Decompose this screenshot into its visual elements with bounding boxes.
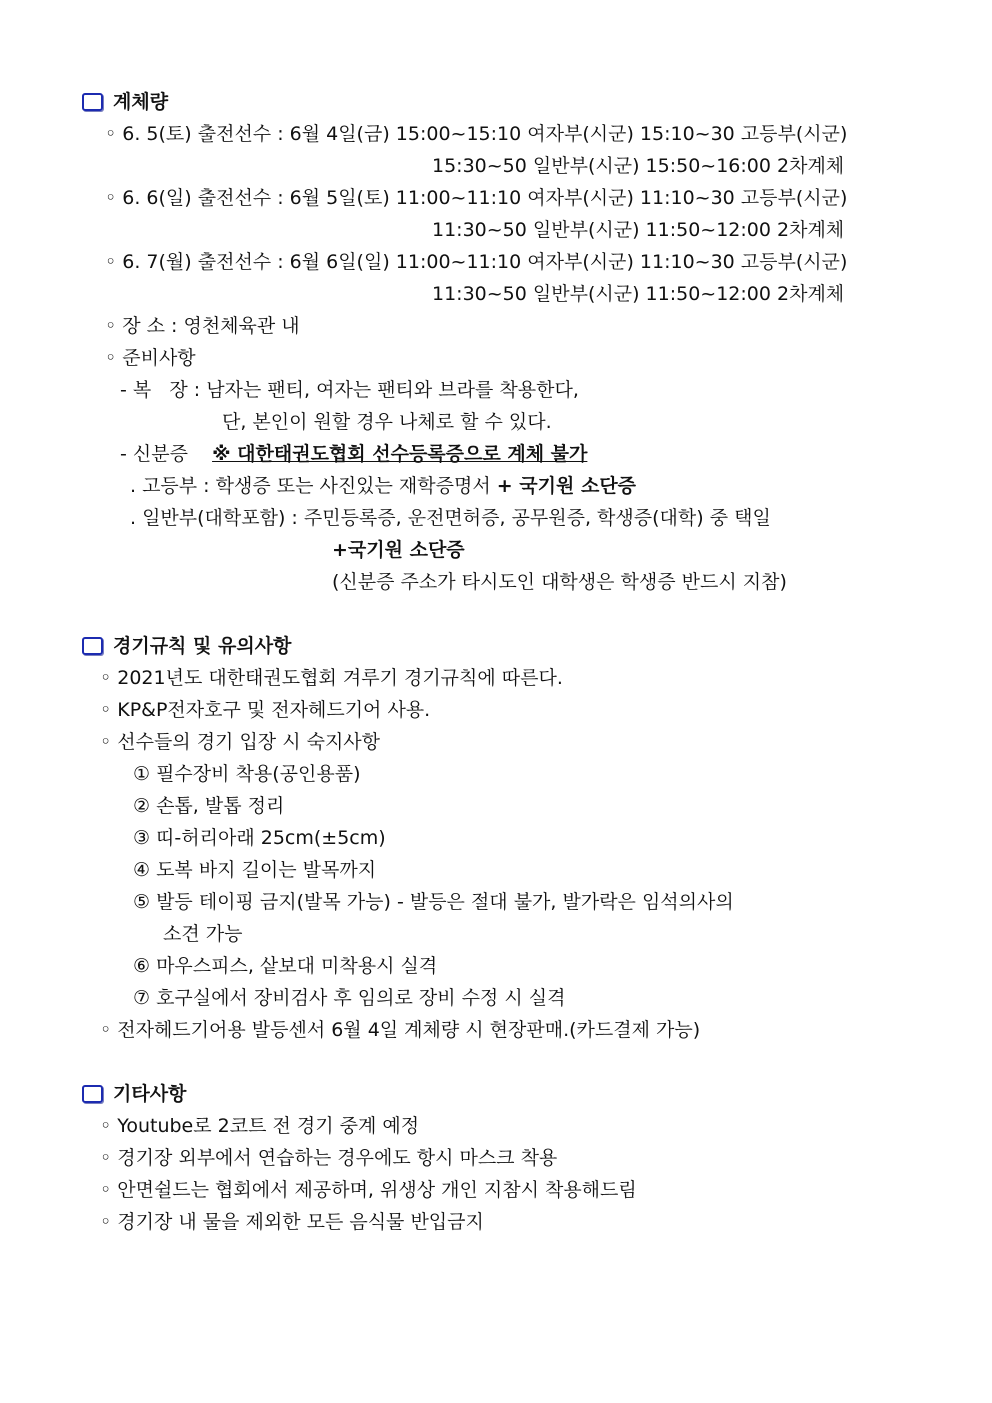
time-slot: 11:00~11:10 여자부(시군) 11:10~30 고등부(시군) [395, 187, 848, 209]
list-item: ◦ 전자헤드기어용 발등센서 6월 4일 계체량 시 현장판매.(카드결제 가능) [100, 1019, 701, 1041]
checkbox-icon [82, 637, 103, 655]
id-notice: ※ 대한태권도협회 선수등록증으로 계체 불가 [212, 443, 588, 465]
schedule-row: ◦ 6. 6(일) 출전선수 : 6월 5일(토) 11:00~11:10 여자부(시군) 11:10~30 고등부(시군) [105, 187, 848, 209]
list-item: ◦ 경기장 외부에서 연습하는 경우에도 항시 마스크 착용 [100, 1147, 558, 1169]
checkbox-icon [82, 93, 103, 111]
numbered-item: ⑥ 마우스피스, 샅보대 미착용시 실격 [133, 955, 438, 977]
section-header-etc [82, 1081, 186, 1107]
numbered-item: ⑤ 발등 테이핑 금지(발목 가능) - 발등은 절대 불가, 발가락은 임석의사의 [133, 891, 734, 913]
match-day: 6. 6(일) 출전선수 : 6월 5일(토) [122, 187, 390, 209]
numbered-item: ② 손톱, 발톱 정리 [133, 795, 285, 817]
time-slot-continued: 11:30~50 일반부(시군) 11:50~12:00 2차계체 [432, 283, 845, 305]
list-item: ◦ Youtube로 2코트 전 경기 중계 예정 [100, 1115, 420, 1137]
numbered-item: ③ 띠-허리아래 25cm(±5cm) [133, 827, 386, 849]
numbered-item: ⑦ 호구실에서 장비검사 후 임의로 장비 수정 시 실격 [133, 987, 566, 1009]
list-item: ◦ 2021년도 대한태권도협회 겨루기 경기규칙에 따른다. [100, 667, 563, 689]
match-day: 6. 7(월) 출전선수 : 6월 6일(일) [122, 251, 390, 273]
section-header-rules [82, 633, 291, 659]
id-line [120, 441, 587, 467]
numbered-item: ④ 도복 바지 길이는 발목까지 [133, 859, 377, 881]
numbered-item: ① 필수장비 착용(공인용품) [133, 763, 361, 785]
time-slot-continued: 11:30~50 일반부(시군) 11:50~12:00 2차계체 [432, 219, 845, 241]
checkbox-icon [82, 1085, 103, 1103]
venue-line: ◦ 장 소 : 영천체육관 내 [105, 315, 300, 337]
list-item: ◦ KP&P전자호구 및 전자헤드기어 사용. [100, 699, 431, 721]
section-title: 기타사항 [113, 1083, 187, 1105]
list-item: ◦ 경기장 내 물을 제외한 모든 음식물 반입금지 [100, 1211, 484, 1233]
section-title: 경기규칙 및 유의사항 [113, 635, 292, 657]
list-item: ◦ 안면쉴드는 협회에서 제공하며, 위생상 개인 지참시 착용해드림 [100, 1179, 637, 1201]
general-id-line: . 일반부(대학포함) : 주민등록증, 운전면허증, 공무원증, 학생증(대학) 중 택일 [130, 507, 771, 529]
time-slot: 15:00~15:10 여자부(시군) 15:10~30 고등부(시군) [395, 123, 848, 145]
numbered-item-continued: 소견 가능 [163, 923, 243, 945]
preparation-title: ◦ 준비사항 [105, 347, 196, 369]
high-school-id-line: . 고등부 : 학생증 또는 사진있는 재학증명서 + 국기원 소단증 [130, 475, 637, 497]
schedule-row: ◦ 6. 5(토) 출전선수 : 6월 4일(금) 15:00~15:10 여자부(시군) 15:10~30 고등부(시군) [105, 123, 848, 145]
general-id-note: (신분증 주소가 타시도인 대학생은 학생증 반드시 지참) [332, 571, 787, 593]
attire-line: - 복 장 : 남자는 팬티, 여자는 팬티와 브라를 착용한다, [120, 379, 579, 401]
list-item: ◦ 선수들의 경기 입장 시 숙지사항 [100, 731, 381, 753]
general-id-bold: +국기원 소단증 [332, 539, 465, 561]
attire-line-continued: 단, 본인이 원할 경우 나체로 할 수 있다. [222, 411, 552, 433]
id-label: - 신분증 [120, 443, 188, 465]
match-day: 6. 5(토) 출전선수 : 6월 4일(금) [122, 123, 390, 145]
kukkiwon-dan-certificate: + 국기원 소단증 [496, 475, 637, 497]
schedule-row: ◦ 6. 7(월) 출전선수 : 6월 6일(일) 11:00~11:10 여자부(시군) 11:10~30 고등부(시군) [105, 251, 848, 273]
section-title: 계체량 [113, 91, 169, 113]
section-header-weigh-in [82, 89, 168, 115]
time-slot-continued: 15:30~50 일반부(시군) 15:50~16:00 2차계체 [432, 155, 845, 177]
time-slot: 11:00~11:10 여자부(시군) 11:10~30 고등부(시군) [395, 251, 848, 273]
